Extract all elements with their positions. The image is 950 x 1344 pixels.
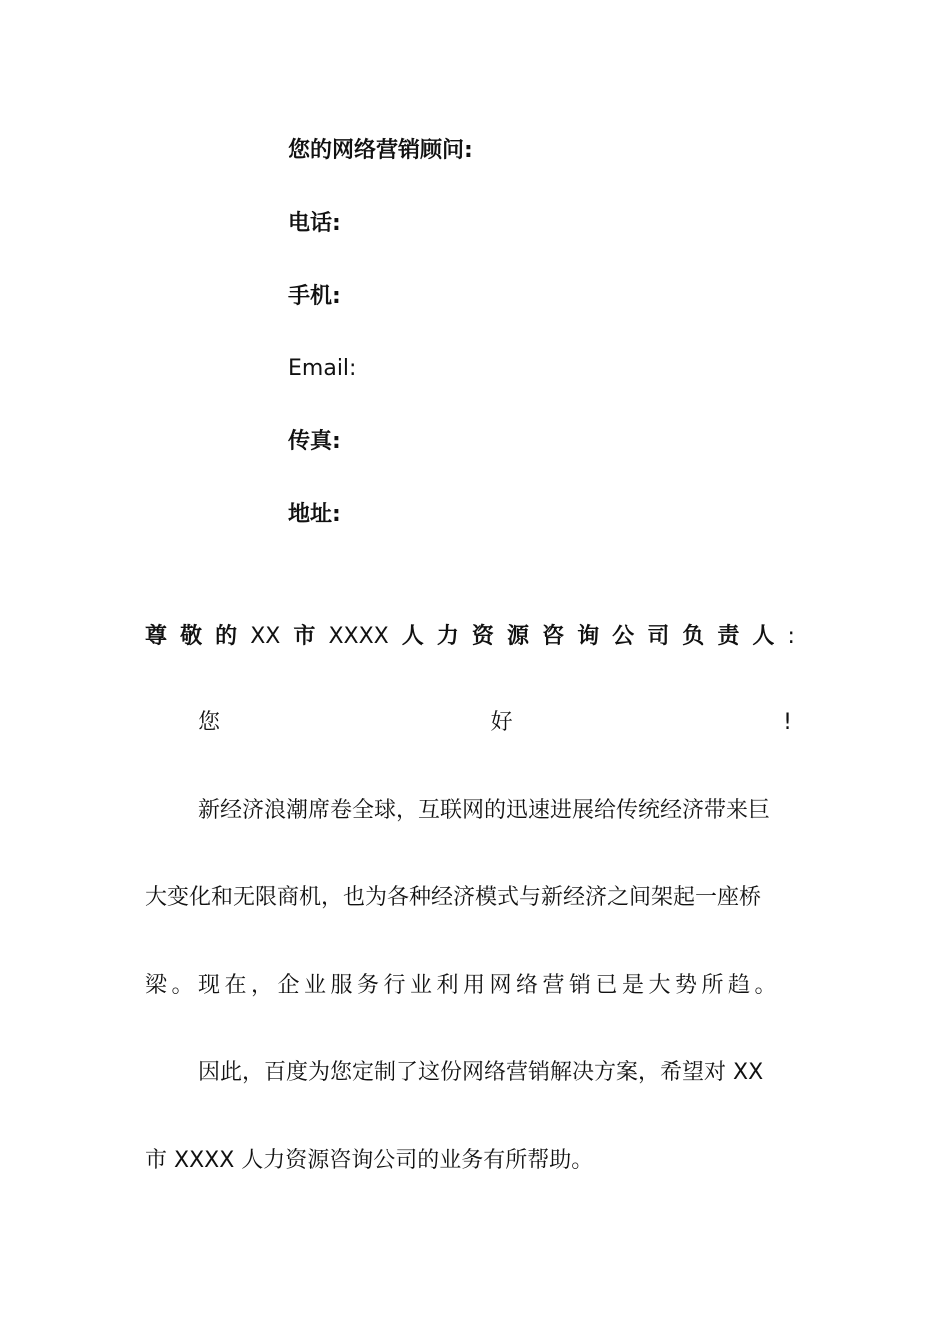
paragraph-1-line-3: 梁。现在，企业服务行业利用网络营销已是大势所趋。 <box>145 973 782 998</box>
mobile-label: 手机: <box>288 284 341 309</box>
salutation-char: 市 <box>293 624 316 649</box>
paragraph-2-line-2: 市 XXXX 人力资源咨询公司的业务有所帮助。 <box>145 1148 594 1173</box>
paragraph-2-line-1: 因此，百度为您定制了这份网络营销解决方案，希望对 XX <box>198 1060 764 1085</box>
salutation-char: 尊 <box>145 624 168 649</box>
greeting-char: ! <box>783 710 792 735</box>
salutation-char: 询 <box>577 624 600 649</box>
salutation-char: 敬 <box>180 624 203 649</box>
consultant-label: 您的网络营销顾问: <box>288 138 473 163</box>
greeting-char: 好 <box>490 710 513 735</box>
salutation-char: 负 <box>682 624 705 649</box>
paragraph-1-line-2: 大变化和无限商机，也为各种经济模式与新经济之间架起一座桥 <box>145 885 762 910</box>
greeting-char: 您 <box>198 710 221 735</box>
salutation-line <box>145 622 795 652</box>
salutation-char: 源 <box>506 624 529 649</box>
salutation-char: 责 <box>717 624 740 649</box>
phone-label: 电话: <box>288 211 341 236</box>
greeting-line <box>198 708 792 738</box>
salutation-char: 人 <box>752 624 775 649</box>
salutation-char: : <box>787 624 795 649</box>
salutation-char: 咨 <box>542 624 565 649</box>
email-label: Email: <box>288 356 357 381</box>
salutation-char: 公 <box>612 624 635 649</box>
salutation-char: 司 <box>647 624 670 649</box>
paragraph-1-line-1: 新经济浪潮席卷全球，互联网的迅速进展给传统经济带来巨 <box>198 798 771 823</box>
salutation-char: 的 <box>215 624 238 649</box>
salutation-char: 人 <box>401 624 424 649</box>
address-label: 地址: <box>288 502 341 527</box>
salutation-char: XX <box>250 624 281 649</box>
salutation-char: 资 <box>471 624 494 649</box>
fax-label: 传真: <box>288 429 341 454</box>
salutation-char: XXXX <box>328 624 389 649</box>
salutation-char: 力 <box>436 624 459 649</box>
